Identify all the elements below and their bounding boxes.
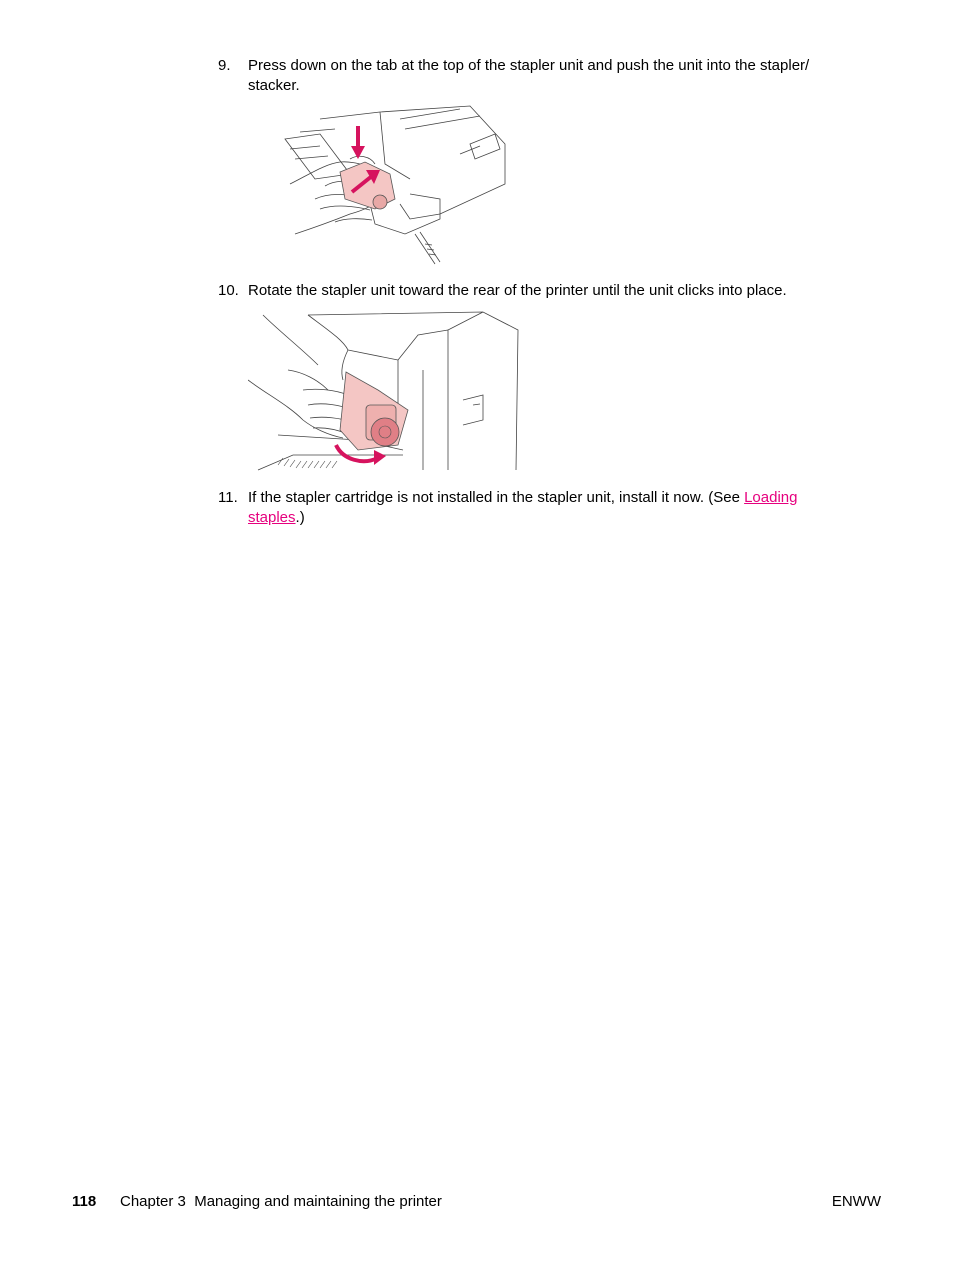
chapter-title: Chapter 3 Managing and maintaining the printer [120, 1193, 442, 1210]
step-9 [218, 56, 858, 96]
step-11 [218, 488, 858, 528]
step-number: 9. [218, 57, 231, 74]
step-text [248, 488, 858, 528]
step-number: 11. [218, 489, 238, 506]
step-number: 10. [218, 282, 239, 299]
step-text: Rotate the stapler unit toward the rear of the printer until the unit clicks into place. [248, 282, 787, 299]
page-number: 118 [72, 1193, 97, 1210]
step-text-before-link: If the stapler cartridge is not installed in the stapler unit, install it now. (See [248, 489, 745, 506]
stapler-rotate-illustration [248, 310, 520, 476]
step-text: Press down on the tab at the top of the stapler unit and push the unit into the stapler/ stacker. [248, 57, 810, 94]
loading-staples-link[interactable]: Loading staples [248, 489, 798, 526]
document-code: ENWW [831, 1193, 881, 1210]
step-10 [218, 281, 858, 301]
step-text-after-link: .) [295, 509, 305, 526]
stapler-insert-illustration [280, 104, 510, 269]
